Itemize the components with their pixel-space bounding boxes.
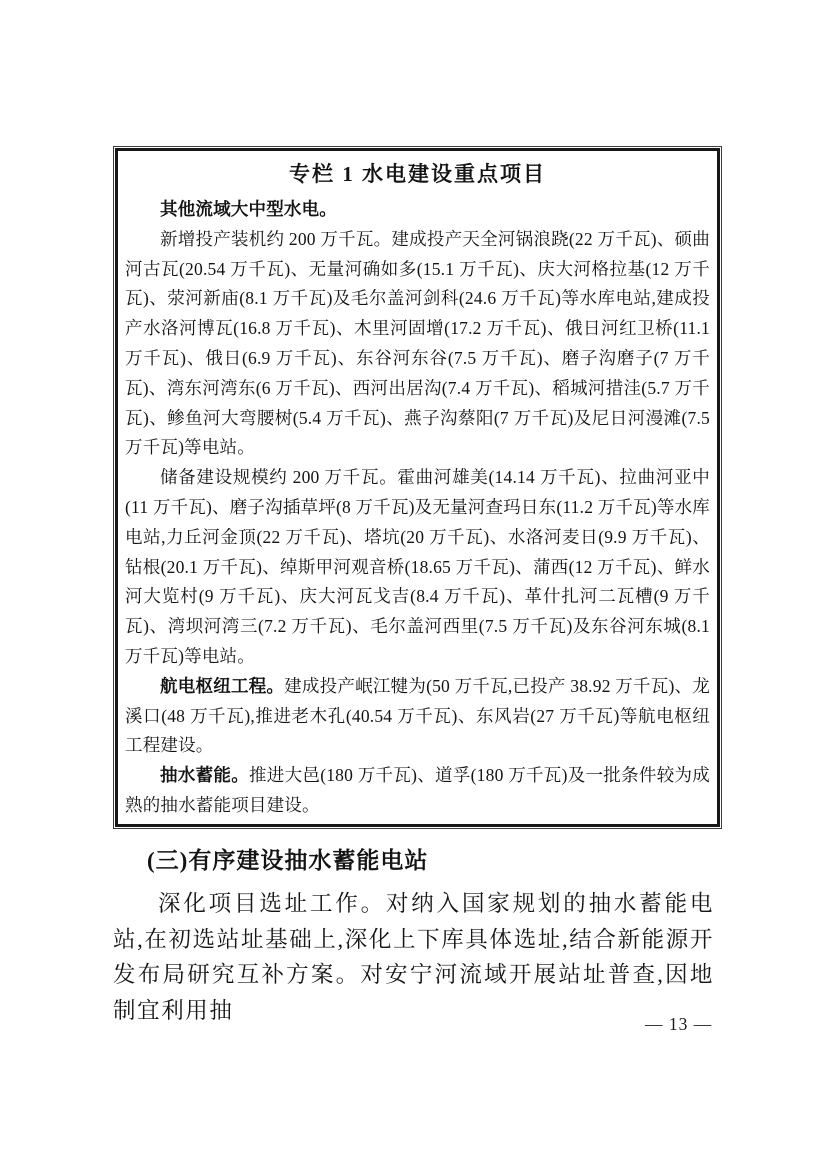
paragraph-text: 建成投产岷江犍为(50 万千瓦,已投产 38.92 万千瓦)、龙溪口(48 万千瓦),推进老木孔(40.54 万千瓦)、东风岩(27 万千瓦)等航电枢纽工程建设。 xyxy=(125,675,710,756)
section-body-paragraph: 深化项目选址工作。对纳入国家规划的抽水蓄能电站,在初选站址基础上,深化上下库具体选址,结合新能源开发布局研究互补方案。对安宁河流域开展站址普查,因地制宜利用抽 xyxy=(113,891,714,1023)
box-paragraph xyxy=(125,761,710,821)
box-title: 专栏 1 水电建设重点项目 xyxy=(289,162,546,186)
paragraph-lead: 其他流域大中型水电。 xyxy=(160,199,337,219)
paragraph-text: 储备建设规模约 200 万千瓦。霍曲河雄美(14.14 万千瓦)、拉曲河亚中(11 万千瓦)、磨子沟插草坪(8 万千瓦)及无量河查玛日东(11.2 万千瓦)等水库电站,力丘河金顶(22 万千瓦)、塔坑(20 万千瓦)、水洛河麦日(9.9 万千瓦)、钻根(20.1 万千瓦)、绰斯甲河观音桥(18.65 万千瓦)、蒲西(12 万千瓦)、鲜水河大览村(9 万千瓦)、庆大河瓦戈吉(8.4 万千瓦)、革什扎河二瓦槽(9 万千瓦)、湾坝河湾三(7.2 万千瓦)、毛尔盖河西里(7.5 万千瓦)及东谷河东城(8.1 万千瓦)等电站。 xyxy=(125,467,710,666)
box-paragraph xyxy=(125,672,710,761)
section-three xyxy=(113,842,714,1028)
section-heading: (三)有序建设抽水蓄能电站 xyxy=(147,848,429,873)
paragraph-lead: 航电枢纽工程。 xyxy=(160,675,285,696)
paragraph-text: 新增投产装机约 200 万千瓦。建成投产天全河锅浪跷(22 万千瓦)、硕曲河古瓦(20.54 万千瓦)、无量河确如多(15.1 万千瓦)、庆大河格拉基(12 万千瓦)、荥河新庙(8.1 万千瓦)及毛尔盖河剑科(24.6 万千瓦)等水库电站,建成投产水洛河博瓦(16.8 万千瓦)、木里河固增(17.2 万千瓦)、俄日河红卫桥(11.1 万千瓦)、俄日(6.9 万千瓦)、东谷河东谷(7.5 万千瓦)、磨子沟磨子(7 万千瓦)、湾东河湾东(6 万千瓦)、西河出居沟(7.4 万千瓦)、稻城河措洼(5.7 万千瓦)、鲹鱼河大弯腰树(5.4 万千瓦)、燕子沟蔡阳(7 万千瓦)及尼日河漫滩(7.5 万千瓦)等电站。 xyxy=(125,228,710,458)
paragraph-text: 推进大邑(180 万千瓦)、道孚(180 万千瓦)及一批条件较为成熟的抽水蓄能项目建设。 xyxy=(125,765,710,815)
highlight-box-inner xyxy=(115,148,720,827)
page-number: — 13 — xyxy=(645,1014,713,1034)
box-paragraph xyxy=(125,195,710,225)
box-paragraph xyxy=(125,463,710,672)
paragraph-lead: 抽水蓄能。 xyxy=(160,765,249,786)
box-paragraph xyxy=(125,225,710,463)
highlight-box xyxy=(113,146,722,829)
